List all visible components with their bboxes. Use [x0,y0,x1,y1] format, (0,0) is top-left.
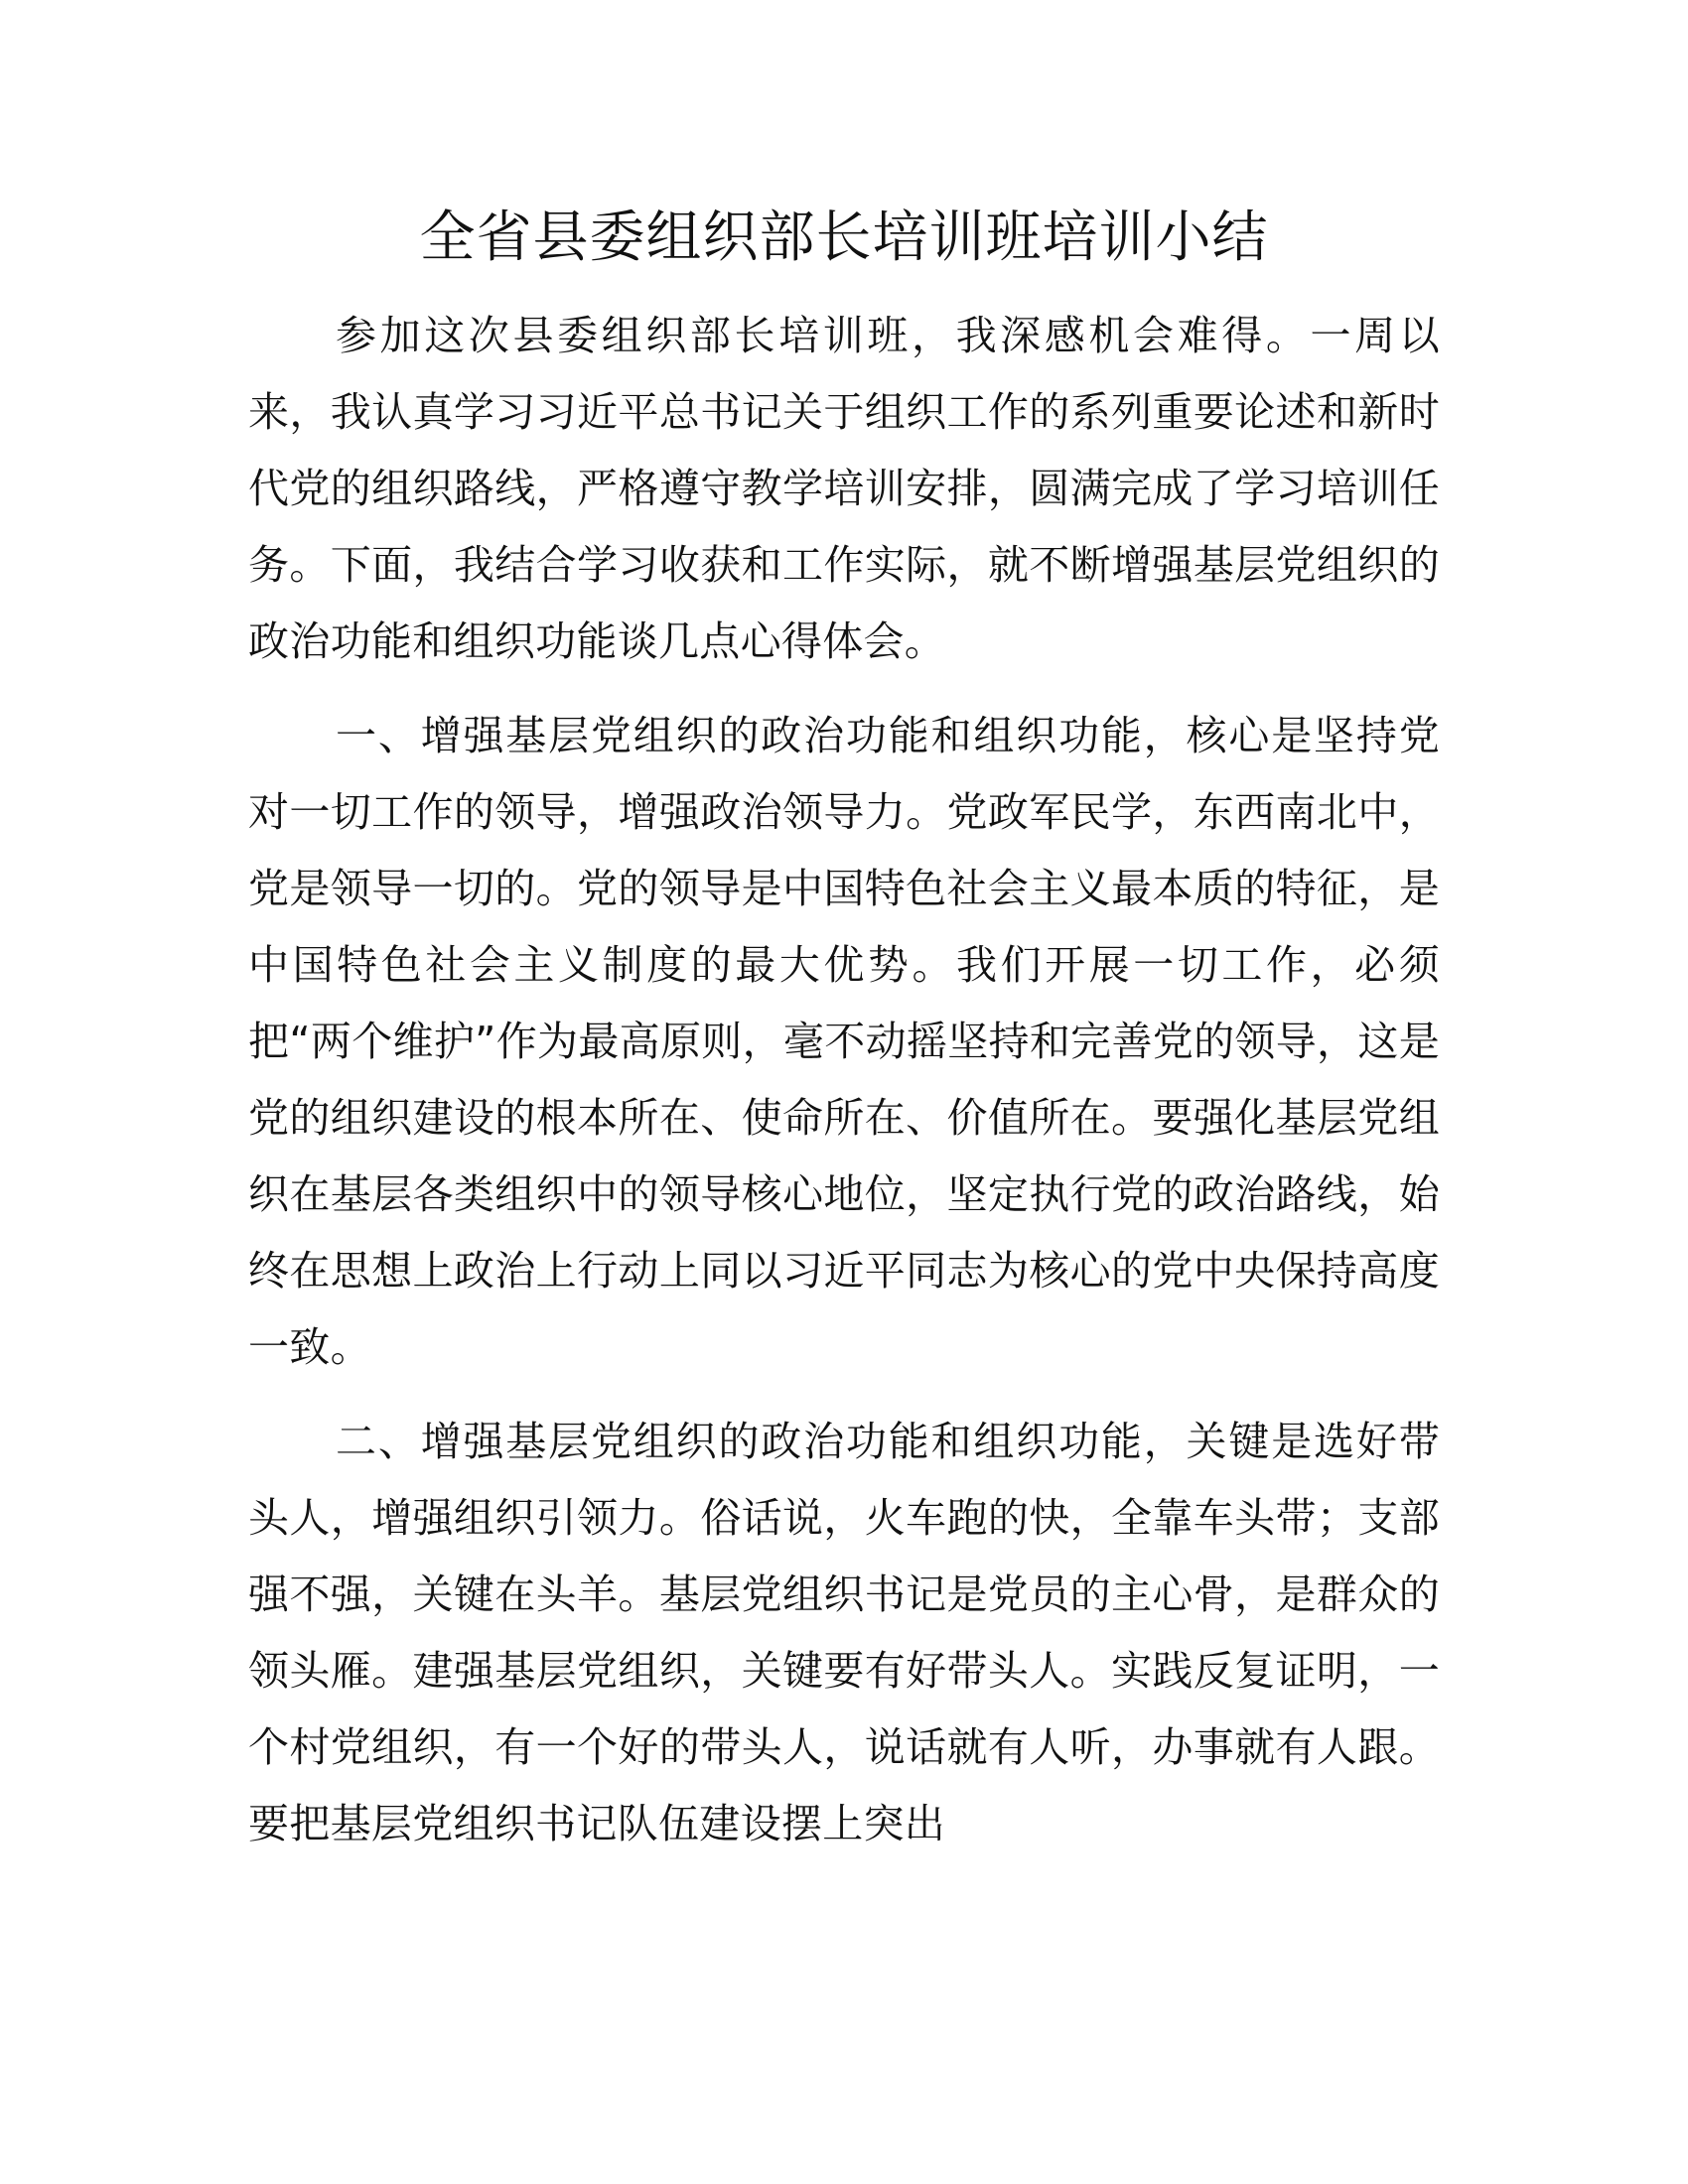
paragraph-intro: 参加这次县委组织部长培训班，我深感机会难得。一周以来，我认真学习习近平总书记关于组织工作的系列重要论述和新时代党的组织路线，严格遵守教学培训安排，圆满完成了学习培训任务。下面，我结合学习收获和工作实际，就不断增强基层党组织的政治功能和组织功能谈几点心得体会。 [248,312,1440,665]
document-title: 全省县委组织部长培训班培训小结 [419,205,1269,270]
paragraph-section-one: 一、增强基层党组织的政治功能和组织功能，核心是坚持党对一切工作的领导，增强政治领导力。党政军民学，东西南北中，党是领导一切的。党的领导是中国特色社会主义最本质的特征，是中国特色社会主义制度的最大优势。我们开展一切工作，必须把“两个维护”作为最高原则，毫不动摇坚持和完善党的领导，这是党的组织建设的根本所在、使命所在、价值所在。要强化基层党组织在基层各类组织中的领导核心地位，坚定执行党的政治路线，始终在思想上政治上行动上同以习近平同志为核心的党中央保持高度一致。 [248,712,1440,1371]
paragraph-section-two: 二、增强基层党组织的政治功能和组织功能，关键是选好带头人，增强组织引领力。俗话说，火车跑的快，全靠车头带；支部强不强，关键在头羊。基层党组织书记是党员的主心骨，是群众的领头雁。建强基层党组织，关键要有好带头人。实践反复证明，一个村党组织，有一个好的带头人，说话就有人听，办事就有人跟。要把基层党组织书记队伍建设摆上突出 [248,1418,1440,1847]
document-body [248,298,1440,1880]
